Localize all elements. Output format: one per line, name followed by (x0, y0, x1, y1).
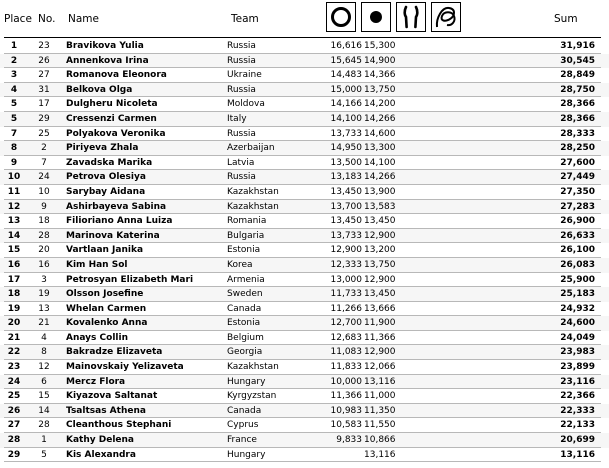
score-2-cell: 11,550 (364, 420, 396, 431)
number-cell: 10 (38, 186, 50, 197)
team-cell: Cyprus (227, 420, 259, 431)
number-cell: 12 (38, 362, 50, 373)
sum-cell: 27,283 (560, 201, 595, 212)
score-2-cell: 13,900 (364, 186, 396, 197)
score-1-cell: 13,000 (330, 274, 362, 285)
table-row (0, 214, 609, 229)
score-1-cell: 13,500 (330, 157, 362, 168)
place-cell: 5 (10, 113, 18, 124)
place-cell: 1 (10, 41, 18, 51)
number-cell: 28 (38, 230, 50, 241)
sum-cell: 30,545 (560, 55, 595, 66)
place-cell: 23 (7, 362, 21, 373)
header-divider (4, 37, 601, 38)
name-cell: Tsaltsas Athena (66, 405, 146, 416)
team-cell: Estonia (227, 245, 261, 256)
sum-cell: 22,133 (560, 420, 595, 431)
place-cell: 20 (7, 318, 21, 329)
sum-cell: 26,633 (560, 230, 595, 241)
score-2-cell: 13,666 (364, 303, 396, 314)
place-cell: 17 (7, 274, 21, 285)
name-cell: Whelan Carmen (66, 303, 147, 314)
table-row (0, 448, 609, 463)
score-1-cell: 11,833 (330, 362, 362, 373)
score-2-cell: 14,266 (364, 113, 396, 124)
number-cell: 13 (38, 303, 50, 314)
name-cell: Mercz Flora (66, 376, 126, 387)
place-cell: 24 (7, 376, 21, 387)
name-cell: Kis Alexandra (66, 449, 136, 460)
table-row (0, 243, 609, 258)
table-row (0, 433, 609, 448)
table-row (0, 287, 609, 302)
place-cell: 7 (10, 128, 18, 139)
name-cell: Kiyazova Saltanat (66, 391, 158, 402)
team-cell: Russia (227, 41, 256, 51)
number-cell: 7 (41, 157, 47, 168)
score-2-cell: 11,366 (364, 332, 396, 343)
team-header: Team (231, 13, 259, 25)
score-2-cell: 13,116 (364, 449, 396, 460)
table-row (0, 200, 609, 215)
number-cell: 6 (41, 376, 47, 387)
hoop-icon (326, 2, 356, 32)
name-cell: Kim Han Sol (66, 259, 128, 270)
team-cell: Russia (227, 128, 256, 139)
score-2-cell: 14,266 (364, 172, 396, 183)
table-row (0, 127, 609, 142)
table-header (0, 0, 609, 38)
sum-header: Sum (554, 13, 578, 25)
team-cell: Latvia (227, 157, 255, 168)
team-cell: Kazakhstan (227, 362, 279, 373)
team-cell: Korea (227, 259, 253, 270)
ribbon-icon (431, 2, 461, 32)
table-row (0, 389, 609, 404)
number-cell: 5 (41, 449, 47, 460)
team-cell: Kyrgyzstan (227, 391, 277, 402)
number-cell: 27 (38, 70, 50, 81)
name-cell: Mainovskaiy Yelizaveta (66, 362, 184, 373)
number-cell: 26 (38, 55, 50, 66)
number-cell: 28 (38, 420, 50, 431)
score-1-cell: 13,733 (330, 230, 362, 241)
score-2-cell: 10,866 (364, 435, 396, 446)
score-2-cell: 12,900 (364, 347, 396, 358)
score-1-cell: 14,483 (330, 70, 362, 81)
number-header: No. (38, 13, 56, 25)
number-cell: 18 (38, 216, 50, 227)
table-row (0, 375, 609, 390)
number-cell: 16 (38, 259, 50, 270)
score-2-cell: 14,366 (364, 70, 396, 81)
name-cell: Belkova Olga (66, 84, 133, 95)
team-cell: Russia (227, 55, 256, 66)
table-row (0, 170, 609, 185)
name-cell: Bravikova Yulia (66, 41, 144, 51)
number-cell: 15 (38, 391, 50, 402)
team-cell: Canada (227, 303, 262, 314)
score-2-cell: 12,900 (364, 274, 396, 285)
team-cell: Russia (227, 172, 256, 183)
number-cell: 31 (38, 84, 50, 95)
place-cell: 28 (7, 435, 21, 446)
score-2-cell: 14,900 (364, 55, 396, 66)
number-cell: 3 (41, 274, 47, 285)
sum-cell: 26,100 (560, 245, 595, 256)
number-cell: 20 (38, 245, 50, 256)
place-cell: 8 (10, 143, 18, 154)
score-2-cell: 13,300 (364, 143, 396, 154)
sum-cell: 28,366 (560, 113, 595, 124)
place-cell: 16 (7, 259, 21, 270)
number-cell: 25 (38, 128, 50, 139)
table-row (0, 302, 609, 317)
table-row (0, 273, 609, 288)
team-cell: Hungary (227, 449, 266, 460)
clubs-icon (396, 2, 426, 32)
score-2-cell: 13,750 (364, 84, 396, 95)
table-row (0, 112, 609, 127)
score-1-cell: 10,000 (330, 376, 362, 387)
score-2-cell: 12,900 (364, 230, 396, 241)
name-cell: Polyakova Veronika (66, 128, 166, 139)
place-cell: 15 (7, 245, 21, 256)
sum-cell: 26,900 (560, 216, 595, 227)
team-cell: Italy (227, 113, 247, 124)
number-cell: 1 (41, 435, 47, 446)
sum-cell: 28,333 (560, 128, 595, 139)
team-cell: Ukraine (227, 70, 262, 81)
score-1-cell: 11,083 (330, 347, 362, 358)
name-header: Name (68, 13, 99, 25)
team-cell: Moldova (227, 99, 265, 110)
place-cell: 11 (7, 186, 21, 197)
place-cell: 19 (7, 303, 21, 314)
name-cell: Romanova Eleonora (66, 70, 167, 81)
place-cell: 26 (7, 405, 21, 416)
table-row (0, 418, 609, 433)
table-row (0, 97, 609, 112)
table-row (0, 54, 609, 69)
score-2-cell: 11,000 (364, 391, 396, 402)
sum-cell: 24,049 (560, 332, 595, 343)
sum-cell: 13,116 (560, 449, 595, 460)
team-cell: Romania (227, 216, 267, 227)
name-cell: Kathy Delena (66, 435, 135, 446)
number-cell: 8 (41, 347, 47, 358)
table-row (0, 156, 609, 171)
sum-cell: 22,333 (560, 405, 595, 416)
score-2-cell: 13,116 (364, 376, 396, 387)
name-cell: Petrosyan Elizabeth Mari (66, 274, 194, 285)
place-cell: 10 (7, 172, 21, 183)
sum-cell: 20,699 (560, 435, 595, 446)
name-cell: Annenkova Irina (66, 55, 149, 66)
score-1-cell: 12,333 (330, 259, 362, 270)
name-cell: Filioriano Anna Luiza (66, 216, 173, 227)
table-row (0, 316, 609, 331)
team-cell: Azerbaijan (227, 143, 275, 154)
table-row (0, 331, 609, 346)
table-row (0, 39, 609, 54)
team-cell: Hungary (227, 376, 266, 387)
score-1-cell: 16,616 (330, 41, 362, 51)
sum-cell: 24,932 (560, 303, 595, 314)
team-cell: Kazakhstan (227, 186, 279, 197)
score-2-cell: 14,600 (364, 128, 396, 139)
sum-cell: 25,900 (560, 274, 595, 285)
score-1-cell: 14,100 (330, 113, 362, 124)
sum-cell: 28,750 (560, 84, 595, 95)
team-cell: Bulgaria (227, 230, 265, 241)
name-cell: Zavadska Marika (66, 157, 153, 168)
number-cell: 4 (41, 332, 47, 343)
place-cell: 27 (7, 420, 21, 431)
score-2-cell: 12,066 (364, 362, 396, 373)
score-1-cell: 13,700 (330, 201, 362, 212)
place-cell: 22 (7, 347, 21, 358)
name-cell: Vartlaan Janika (66, 245, 144, 256)
name-cell: Kovalenko Anna (66, 318, 148, 329)
name-cell: Olsson Josefine (66, 289, 144, 300)
number-cell: 21 (38, 318, 50, 329)
score-2-cell: 14,200 (364, 99, 396, 110)
place-cell: 9 (10, 157, 18, 168)
score-1-cell: 12,683 (330, 332, 362, 343)
ball-icon (361, 2, 391, 32)
sum-cell: 24,600 (560, 318, 595, 329)
score-2-cell: 13,200 (364, 245, 396, 256)
score-1-cell: 10,583 (330, 420, 362, 431)
table-row (0, 258, 609, 273)
table-row (0, 185, 609, 200)
sum-cell: 23,983 (560, 347, 595, 358)
table-row (0, 141, 609, 156)
team-cell: France (227, 435, 257, 446)
apparatus-icons (326, 2, 464, 34)
score-1-cell: 15,645 (330, 55, 362, 66)
score-1-cell: 12,900 (330, 245, 362, 256)
table-row (0, 229, 609, 244)
score-1-cell: 15,000 (330, 84, 362, 95)
score-2-cell: 14,100 (364, 157, 396, 168)
number-cell: 17 (38, 99, 50, 110)
results-table (0, 39, 609, 462)
score-1-cell: 12,700 (330, 318, 362, 329)
team-cell: Estonia (227, 318, 261, 329)
sum-cell: 23,116 (560, 376, 595, 387)
place-cell: 21 (7, 332, 21, 343)
name-cell: Ashirbayeva Sabina (66, 201, 167, 212)
score-1-cell: 11,733 (330, 289, 362, 300)
sum-cell: 23,899 (560, 362, 595, 373)
sum-cell: 28,250 (560, 143, 595, 154)
score-1-cell: 11,366 (330, 391, 362, 402)
sum-cell: 27,350 (560, 186, 595, 197)
name-cell: Bakradze Elizaveta (66, 347, 163, 358)
name-cell: Dulgheru Nicoleta (66, 99, 158, 110)
place-header: Place (4, 13, 32, 25)
name-cell: Marinova Katerina (66, 230, 160, 241)
score-1-cell: 11,266 (330, 303, 362, 314)
score-2-cell: 11,350 (364, 405, 396, 416)
score-1-cell: 13,733 (330, 128, 362, 139)
score-2-cell: 15,300 (364, 41, 396, 51)
sum-cell: 31,916 (560, 41, 595, 51)
team-cell: Sweden (227, 289, 263, 300)
score-2-cell: 13,450 (364, 216, 396, 227)
sum-cell: 25,183 (560, 289, 595, 300)
team-cell: Georgia (227, 347, 263, 358)
score-1-cell: 10,983 (330, 405, 362, 416)
table-row (0, 68, 609, 83)
place-cell: 29 (7, 449, 21, 460)
table-row (0, 404, 609, 419)
score-2-cell: 11,900 (364, 318, 396, 329)
score-1-cell: 9,833 (336, 435, 362, 446)
sum-cell: 27,449 (560, 172, 595, 183)
sum-cell: 26,083 (560, 259, 595, 270)
table-row (0, 83, 609, 98)
number-cell: 24 (38, 172, 50, 183)
sum-cell: 28,849 (560, 70, 595, 81)
score-2-cell: 13,750 (364, 259, 396, 270)
number-cell: 29 (38, 113, 50, 124)
place-cell: 3 (10, 70, 18, 81)
score-1-cell: 13,450 (330, 186, 362, 197)
place-cell: 25 (7, 391, 21, 402)
name-cell: Cressenzi Carmen (66, 113, 157, 124)
place-cell: 18 (7, 289, 21, 300)
place-cell: 12 (7, 201, 21, 212)
table-row (0, 360, 609, 375)
name-cell: Anays Collin (66, 332, 128, 343)
score-2-cell: 13,450 (364, 289, 396, 300)
team-cell: Armenia (227, 274, 265, 285)
name-cell: Cleanthous Stephani (66, 420, 172, 431)
table-row (0, 345, 609, 360)
score-1-cell: 14,166 (330, 99, 362, 110)
place-cell: 2 (10, 55, 18, 66)
place-cell: 14 (7, 230, 21, 241)
number-cell: 2 (41, 143, 47, 154)
score-1-cell: 14,950 (330, 143, 362, 154)
number-cell: 14 (38, 405, 50, 416)
score-1-cell: 13,450 (330, 216, 362, 227)
place-cell: 13 (7, 216, 21, 227)
place-cell: 5 (10, 99, 18, 110)
place-cell: 4 (10, 84, 18, 95)
name-cell: Sarybay Aidana (66, 186, 146, 197)
team-cell: Belgium (227, 332, 264, 343)
sum-cell: 27,600 (560, 157, 595, 168)
row-divider (4, 461, 601, 462)
score-2-cell: 13,583 (364, 201, 396, 212)
number-cell: 23 (38, 41, 50, 51)
name-cell: Piriyeva Zhala (66, 143, 139, 154)
sum-cell: 28,366 (560, 99, 595, 110)
team-cell: Canada (227, 405, 262, 416)
score-1-cell: 13,183 (330, 172, 362, 183)
team-cell: Russia (227, 84, 256, 95)
team-cell: Kazakhstan (227, 201, 279, 212)
number-cell: 9 (41, 201, 47, 212)
sum-cell: 22,366 (560, 391, 595, 402)
number-cell: 19 (38, 289, 50, 300)
name-cell: Petrova Olesiya (66, 172, 146, 183)
